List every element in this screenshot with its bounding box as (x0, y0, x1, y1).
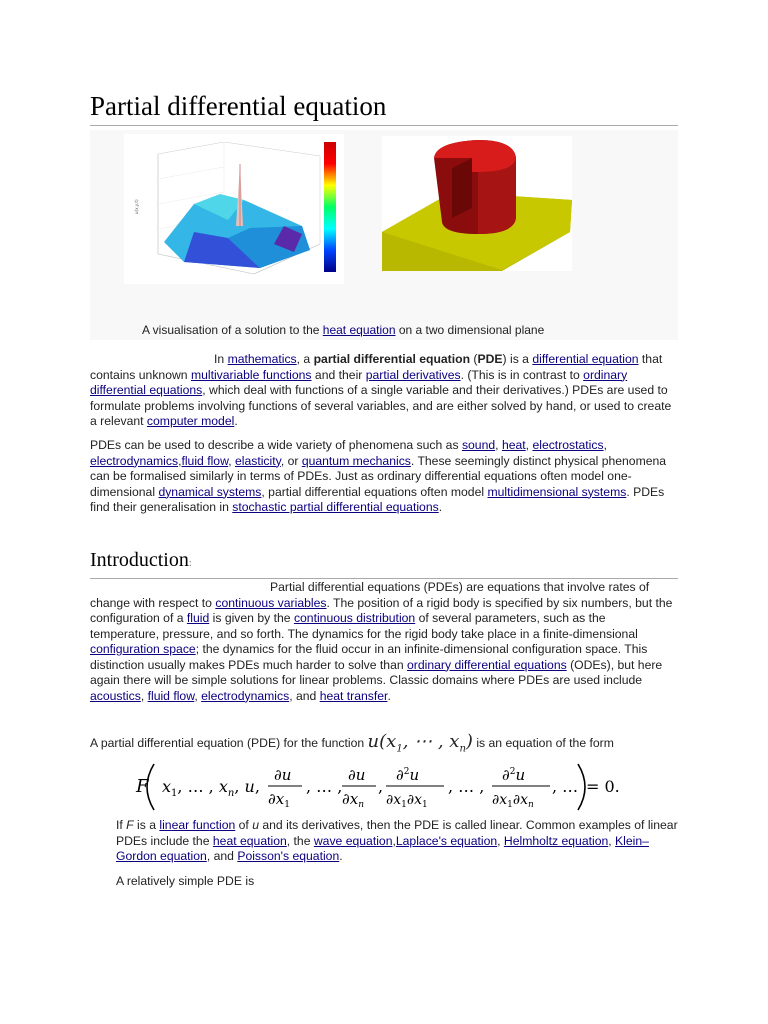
function-u-formula: $u(x_1$, ⋯ , $x_n$) (367, 731, 473, 755)
link-continuous-distribution[interactable]: continuous distribution (293, 611, 416, 625)
figure-caption (142, 322, 544, 338)
simple-pde-paragraph: A relatively simple PDE is (116, 874, 255, 888)
heading-colon: : (188, 558, 192, 569)
link-continuous-variables[interactable]: continuous variables (215, 595, 327, 610)
figure (90, 130, 678, 340)
link-heat[interactable]: heat (501, 438, 526, 452)
text: . (387, 688, 391, 703)
text: , (525, 438, 533, 452)
text: ; the dynamics for the fluid occur in an infinite-dimensional configuration space. This distinction usually makes PDEs much harder to solve than (90, 642, 648, 672)
svg-text:, …: , … (552, 777, 579, 796)
text: , (608, 833, 616, 848)
link-linear-function[interactable]: linear function (159, 818, 236, 832)
link-fluid-flow[interactable]: fluid flow (147, 688, 195, 703)
text: ( (470, 352, 478, 366)
svg-text:∂2u: ∂$^2$u (396, 766, 420, 784)
svg-text:,: , (378, 777, 384, 796)
svg-text:u(x,y,t): u(x,y,t) (134, 199, 139, 214)
heading-text: Introduction (90, 549, 189, 571)
link-mathematics[interactable]: mathematics (227, 352, 297, 366)
svg-text:, … ,: , … , (306, 777, 343, 796)
link-klein-gordon-equation[interactable]: Klein–Gordon equation (116, 833, 649, 863)
text: of several parameters, such as the temperature, pressure, and so forth. The dynamics for the rigid body take place in a finite-dimensional (90, 611, 638, 641)
svg-text:x1, … , xn, u,: $x_1$, … , $x_n$, u, (162, 777, 260, 799)
svg-text:∂xn: $\partial x_n$ (342, 790, 365, 810)
section-heading-introduction (90, 546, 678, 579)
pde-general-form-formula (130, 758, 640, 821)
caption-text: on a two dimensional plane (395, 323, 545, 337)
text: . (234, 414, 238, 428)
text: is an equation of the form (472, 736, 614, 750)
text: PDEs can be used to describe a wide variety of phenomena such as (90, 438, 462, 452)
heat-equation-3d-plot-image (124, 134, 344, 284)
link-stochastic-pde[interactable]: stochastic partial differential equations (232, 500, 439, 514)
text: . (438, 500, 443, 514)
link-acoustics[interactable]: acoustics (90, 688, 141, 703)
bold-term: partial differential equation (313, 352, 471, 366)
text: , partial differential equations often model (261, 484, 488, 499)
svg-text:∂u: ∂u (348, 766, 366, 784)
link-differential-equation[interactable]: differential equation (532, 352, 639, 366)
link-quantum-mechanics[interactable]: quantum mechanics (301, 453, 411, 468)
link-electrodynamics[interactable]: electrodynamics (90, 453, 179, 468)
text: , which deal with functions of a single variable and their derivatives.) PDEs are used to formulate problems involving functions of several variables, and are either solved by hand, or used to create a relevant (90, 383, 672, 428)
link-helmholtz-equation[interactable]: Helmholtz equation (503, 833, 609, 848)
colorbar-scale (324, 142, 336, 272)
link-dynamical-systems[interactable]: dynamical systems (158, 484, 262, 499)
text: , (497, 833, 504, 848)
text: , (194, 688, 202, 703)
link-electrodynamics[interactable]: electrodynamics (201, 688, 290, 703)
text: that contains unknown (90, 352, 663, 382)
introduction-paragraph (90, 580, 678, 704)
italic-term: u (252, 818, 259, 832)
text: , and (289, 688, 320, 703)
text: (ODEs), but here again there will be simple solutions for linear problems. Classic domains where PDEs are used include (90, 657, 663, 687)
text: , (603, 438, 607, 452)
text: ) is a (502, 352, 533, 366)
text: and its derivatives, then the PDE is called linear. Common examples of linear PDEs include the (116, 818, 678, 848)
text: Partial differential equations (PDEs) are equations that involve rates of change with respect to (90, 580, 650, 610)
link-wave-equation[interactable]: wave equation (313, 833, 393, 848)
link-heat-equation[interactable]: heat equation (212, 833, 287, 848)
function-definition-line (90, 728, 678, 756)
phenomena-paragraph (90, 438, 678, 516)
text: , the (286, 833, 314, 848)
text: . PDEs find their generalisation in (90, 484, 665, 514)
bold-term: PDE (477, 352, 503, 366)
text: . (This is in contrast to (460, 367, 584, 382)
italic-term: F (126, 818, 134, 832)
linear-pde-paragraph (116, 818, 678, 865)
text: of (235, 818, 253, 832)
link-computer-model[interactable]: computer model (146, 414, 235, 428)
link-ordinary-differential-equations[interactable]: ordinary differential equations (90, 367, 628, 397)
text: In (214, 352, 228, 366)
link-fluid-flow[interactable]: fluid flow (181, 453, 229, 468)
caption-text: A visualisation of a solution to the (142, 323, 323, 337)
link-ordinary-differential-equations[interactable]: ordinary differential equations (407, 657, 567, 672)
svg-text:∂2u: ∂$^2$u (502, 766, 526, 784)
text: , and (206, 849, 238, 863)
link-fluid[interactable]: fluid (186, 611, 210, 625)
text: . These seemingly distinct physical phenomena can be formalised similarly in terms of PDEs. Just as ordinary differential equations often model one-dimensional (90, 453, 667, 499)
link-multivariable-functions[interactable]: multivariable functions (190, 367, 312, 382)
text: , or (280, 453, 302, 468)
link-electrostatics[interactable]: electrostatics (532, 438, 604, 452)
text: , (178, 453, 182, 468)
text: A partial differential equation (PDE) for the function (90, 736, 368, 750)
svg-text:∂u: ∂u (274, 766, 292, 784)
svg-text:∂x1: $\partial x_1$ (268, 790, 290, 810)
svg-text:∂x1∂x1: $\partial x_1\partial x_1$ (386, 792, 428, 810)
link-laplaces-equation[interactable]: Laplace's equation (395, 833, 498, 848)
link-configuration-space[interactable]: configuration space (90, 642, 196, 656)
svg-text:, … ,: , … , (448, 777, 485, 796)
heat-equation-solid-image (382, 136, 572, 271)
link-heat-equation[interactable]: heat equation (322, 323, 396, 337)
text: , (140, 688, 148, 703)
intro-paragraph (90, 352, 678, 430)
svg-text:∂x1∂xn: $\partial x_1\partial x_n$ (492, 792, 534, 810)
text: is a (133, 818, 160, 832)
text: . The position of a rigid body is specified by six numbers, but the configuration of a (90, 595, 673, 625)
text: and their (311, 367, 366, 382)
text: If (116, 818, 127, 832)
link-partial-derivatives[interactable]: partial derivatives (365, 367, 461, 382)
link-poissons-equation[interactable]: Poisson's equation (237, 849, 340, 863)
text: is given by the (209, 611, 294, 625)
text: , (495, 438, 502, 452)
text: , (228, 453, 235, 468)
text: . (339, 849, 343, 863)
text: , (392, 833, 396, 848)
svg-text:= 0.: = 0. (586, 777, 620, 796)
svg-text:F: F (136, 776, 149, 797)
text: , a (296, 352, 314, 366)
link-heat-transfer[interactable]: heat transfer (319, 688, 388, 703)
page-title: Partial differential equation (90, 88, 678, 126)
link-multidimensional-systems[interactable]: multidimensional systems (487, 484, 627, 499)
link-elasticity[interactable]: elasticity (234, 453, 281, 468)
link-sound[interactable]: sound (461, 438, 496, 452)
